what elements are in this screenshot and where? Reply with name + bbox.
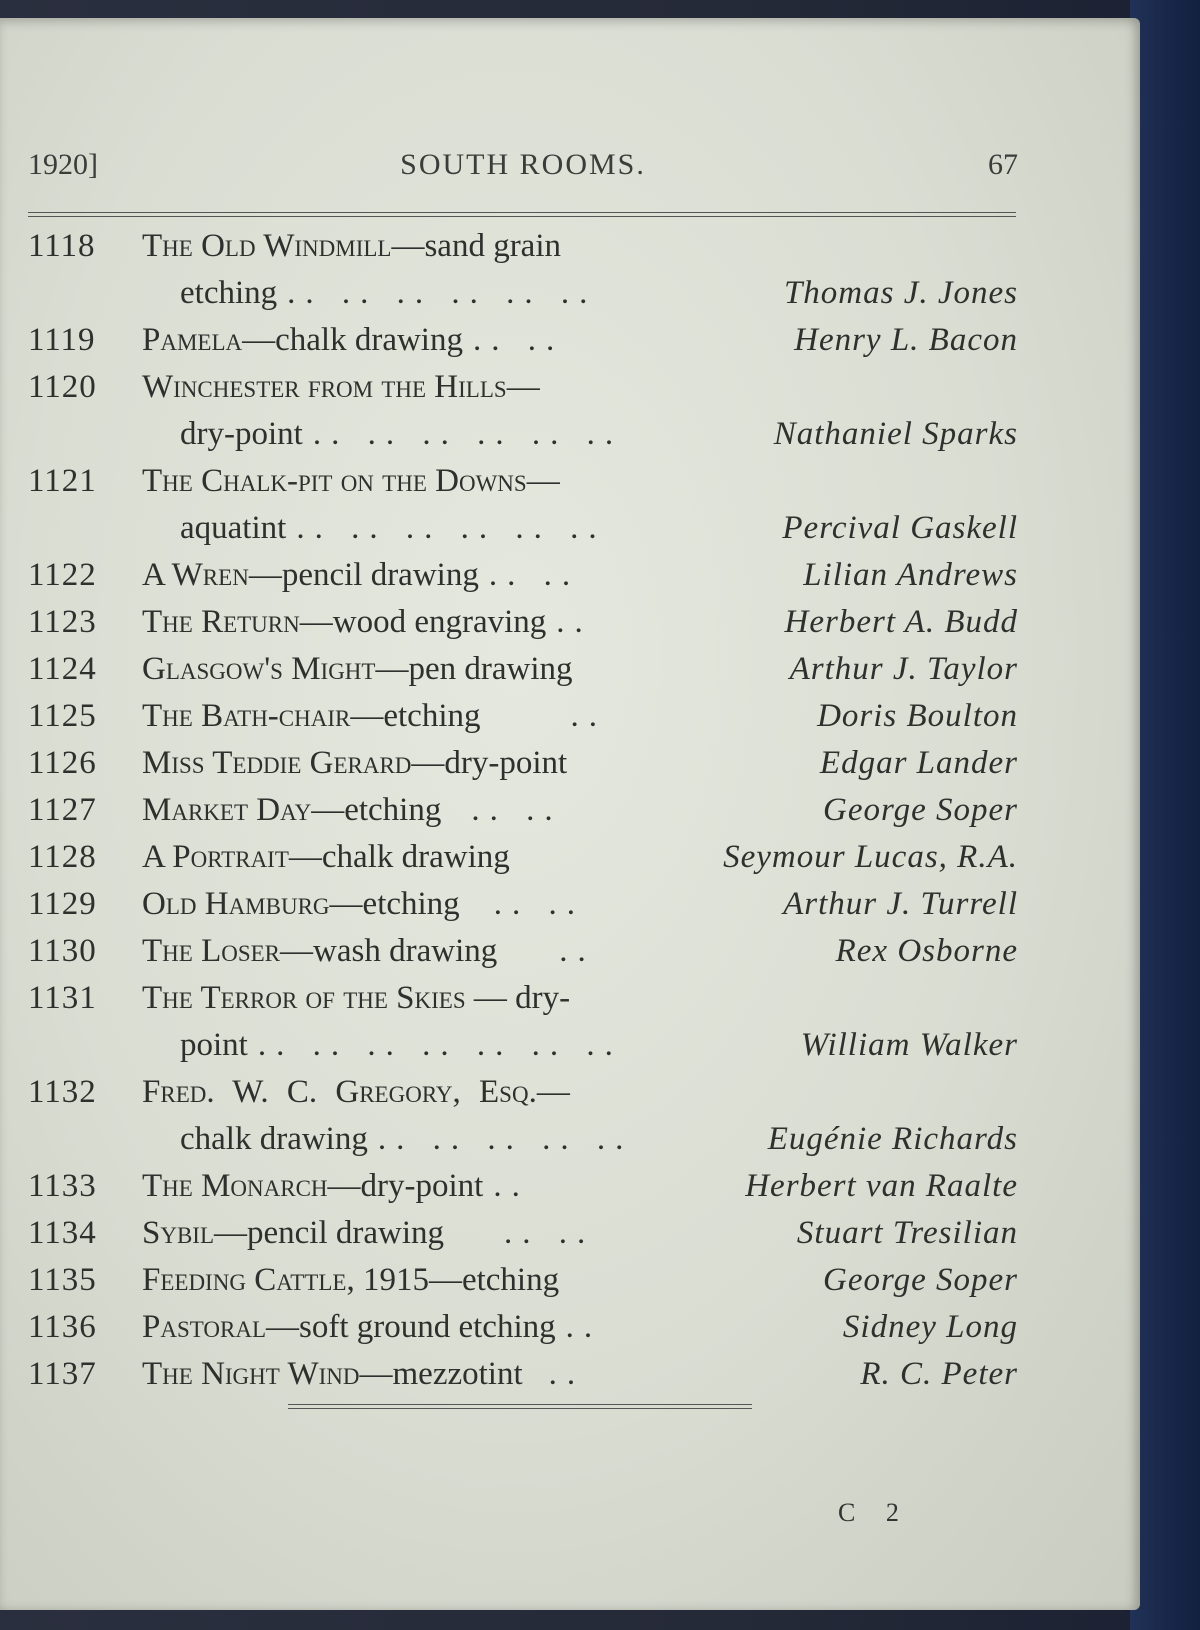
- entry-title: Old Hamburg: [142, 886, 330, 922]
- entry-medium: , 1915—etching: [346, 1262, 560, 1298]
- leader-dots: .. ..: [472, 322, 565, 358]
- entry-title-line: [142, 698, 607, 735]
- entry-number: 1121: [28, 463, 97, 499]
- entry-title: Feeding Cattle: [142, 1262, 347, 1298]
- entry-number: 1135: [28, 1262, 97, 1298]
- entry-title: Pastoral: [142, 1309, 266, 1345]
- entry-title-line: [142, 1074, 570, 1111]
- entry-medium: —pencil drawing: [214, 1215, 445, 1251]
- entry-title: The Night Wind: [142, 1356, 360, 1392]
- entry-artist: Arthur J. Turrell: [783, 886, 1018, 922]
- entry-title: The Loser: [142, 933, 281, 969]
- entry-title: The Terror of the Skies: [142, 980, 466, 1016]
- entry-title-line: [142, 651, 573, 688]
- entry-title-line: [142, 1262, 559, 1299]
- entry-number: 1134: [28, 1215, 97, 1251]
- leader-dots: ..: [548, 1356, 586, 1392]
- entry-medium: —wash drawing: [280, 933, 498, 969]
- entry-medium: —dry-point: [411, 745, 568, 781]
- header-section-title: SOUTH ROOMS.: [400, 148, 646, 181]
- book-page: [0, 18, 1140, 1610]
- entry-title: A Portrait: [142, 839, 289, 875]
- entry-number: 1123: [28, 604, 97, 640]
- catalogue-entry: [28, 745, 1018, 792]
- header-year: 1920]: [28, 148, 98, 181]
- entry-medium-cont: chalk drawing: [180, 1121, 368, 1157]
- entry-artist: Sidney Long: [842, 1309, 1018, 1345]
- leader-dots: .. .. .. .. .. ..: [287, 275, 598, 311]
- catalogue-entry: [28, 604, 1018, 651]
- entry-artist: Arthur J. Taylor: [789, 651, 1018, 687]
- entry-title: The Chalk-pit on the Downs: [142, 463, 527, 499]
- entry-continuation: [180, 510, 607, 547]
- entry-medium: —: [526, 463, 560, 499]
- catalogue-entry: [28, 322, 1018, 369]
- leader-dots: ..: [493, 1168, 530, 1204]
- entry-medium: — dry-: [465, 980, 571, 1016]
- entry-medium-cont: point: [180, 1027, 248, 1063]
- entry-title: The Return: [142, 604, 300, 640]
- entry-artist: Nathaniel Sparks: [773, 416, 1018, 452]
- book-spine: [1130, 0, 1200, 1630]
- entry-title-line: [142, 933, 596, 970]
- catalogue-entry: [28, 463, 1018, 557]
- catalogue-entry: [28, 839, 1018, 886]
- entry-title: The Bath-chair: [142, 698, 351, 734]
- entry-artist: Stuart Tresilian: [796, 1215, 1018, 1251]
- catalogue-entry: [28, 228, 1018, 322]
- catalogue-entry: [28, 1262, 1018, 1309]
- entry-continuation: [180, 1027, 623, 1064]
- entry-number: 1118: [28, 228, 96, 264]
- entry-title: Fred. W. C. Gregory, Esq.: [142, 1074, 537, 1110]
- catalogue-entry: [28, 557, 1018, 604]
- entry-artist: William Walker: [800, 1027, 1018, 1063]
- entry-medium: —etching: [350, 698, 481, 734]
- entry-title-line: [142, 604, 593, 641]
- entry-title-line: [142, 1168, 530, 1205]
- entry-title: Market Day: [142, 792, 312, 828]
- catalogue-entry: [28, 1215, 1018, 1262]
- entry-number: 1130: [28, 933, 97, 969]
- entry-title-line: [142, 322, 564, 359]
- entry-number: 1137: [28, 1356, 97, 1392]
- entry-title: Sybil: [142, 1215, 215, 1251]
- entry-number: 1125: [28, 698, 97, 734]
- entry-medium: —chalk drawing: [242, 322, 463, 358]
- entry-continuation: [180, 416, 623, 453]
- entry-title-line: [142, 792, 563, 829]
- running-header: [28, 148, 1018, 188]
- entry-medium: —pen drawing: [375, 651, 573, 687]
- entry-medium: —etching: [329, 886, 460, 922]
- entry-number: 1128: [28, 839, 97, 875]
- entry-title-line: [142, 1356, 585, 1393]
- entry-title: Pamela: [142, 322, 243, 358]
- entry-title-line: [142, 1215, 595, 1252]
- catalogue-entry: [28, 933, 1018, 980]
- entry-number: 1131: [28, 980, 97, 1016]
- entry-title: A Wren: [142, 557, 249, 593]
- catalogue-entry: [28, 369, 1018, 463]
- entry-artist: George Soper: [823, 1262, 1018, 1298]
- entry-number: 1136: [28, 1309, 97, 1345]
- entry-medium: —dry-point: [327, 1168, 484, 1204]
- entry-artist: George Soper: [823, 792, 1018, 828]
- entry-number: 1133: [28, 1168, 97, 1204]
- catalogue-list: [28, 228, 1018, 1403]
- leader-dots: .. .. .. .. .. ..: [312, 416, 624, 452]
- entry-title-line: [142, 980, 570, 1017]
- leader-dots: ..: [556, 604, 593, 640]
- leader-dots: ..: [565, 1309, 603, 1345]
- entry-title: The Old Windmill: [142, 228, 392, 264]
- entry-title-line: [142, 839, 510, 876]
- catalogue-entry: [28, 980, 1018, 1074]
- entry-title-line: [142, 1309, 602, 1346]
- page-number: 67: [988, 148, 1018, 181]
- entry-number: 1122: [28, 557, 97, 593]
- entry-title-line: [142, 369, 540, 406]
- entry-medium: —chalk drawing: [288, 839, 510, 875]
- entry-number: 1124: [28, 651, 97, 687]
- entry-artist: R. C. Peter: [860, 1356, 1018, 1392]
- entry-medium: —sand grain: [391, 228, 561, 264]
- leader-dots: .. ..: [504, 1215, 596, 1251]
- catalogue-entry: [28, 1168, 1018, 1215]
- entry-title-line: [142, 463, 560, 500]
- entry-medium: —soft ground etching: [266, 1309, 556, 1345]
- entry-artist: Doris Boulton: [817, 698, 1018, 734]
- catalogue-entry: [28, 651, 1018, 698]
- leader-dots: .. .. .. .. ..: [377, 1121, 634, 1157]
- catalogue-entry: [28, 1309, 1018, 1356]
- entry-number: 1119: [28, 322, 96, 358]
- entry-artist: Edgar Lander: [819, 745, 1018, 781]
- entry-continuation: [180, 1121, 633, 1158]
- entry-medium: —: [536, 1074, 570, 1110]
- entry-title: Glasgow's Might: [142, 651, 376, 687]
- entry-artist: Henry L. Bacon: [794, 322, 1018, 358]
- entry-artist: Percival Gaskell: [782, 510, 1018, 546]
- catalogue-entry: [28, 792, 1018, 839]
- entry-title-line: [142, 886, 585, 923]
- entry-number: 1126: [28, 745, 97, 781]
- entry-title-line: [142, 745, 567, 782]
- entry-artist: Eugénie Richards: [767, 1121, 1018, 1157]
- catalogue-entry: [28, 1074, 1018, 1168]
- entry-number: 1129: [28, 886, 97, 922]
- entry-artist: Herbert van Raalte: [745, 1168, 1018, 1204]
- entry-medium: —pencil drawing: [248, 557, 479, 593]
- leader-dots: .. .. .. .. .. .. ..: [257, 1027, 623, 1063]
- entry-number: 1132: [28, 1074, 97, 1110]
- catalogue-entry: [28, 886, 1018, 933]
- entry-artist: Lilian Andrews: [803, 557, 1018, 593]
- entry-number: 1127: [28, 792, 97, 828]
- entry-title-line: [142, 228, 561, 265]
- leader-dots: ..: [559, 933, 596, 969]
- leader-dots: .. ..: [471, 792, 563, 828]
- entry-medium: —etching: [311, 792, 442, 828]
- entry-title: Miss Teddie Gerard: [142, 745, 412, 781]
- end-rule: [288, 1404, 752, 1409]
- entry-medium-cont: dry-point: [180, 416, 303, 452]
- printer-signature: C 2: [838, 1498, 911, 1527]
- entry-medium-cont: aquatint: [180, 510, 287, 546]
- entry-medium: —: [506, 369, 540, 405]
- leader-dots: ..: [570, 698, 607, 734]
- entry-continuation: [180, 275, 597, 312]
- entry-medium: —mezzotint: [359, 1356, 523, 1392]
- entry-title: Winchester from the Hills: [142, 369, 507, 405]
- leader-dots: .. ..: [488, 557, 581, 593]
- entry-title: The Monarch: [142, 1168, 328, 1204]
- entry-artist: Seymour Lucas, R.A.: [723, 839, 1018, 875]
- leader-dots: .. ..: [493, 886, 585, 922]
- entry-number: 1120: [28, 369, 97, 405]
- entry-artist: Thomas J. Jones: [783, 275, 1018, 311]
- leader-dots: .. .. .. .. .. ..: [296, 510, 607, 546]
- entry-medium-cont: etching: [180, 275, 278, 311]
- entry-artist: Rex Osborne: [835, 933, 1018, 969]
- header-rule: [28, 212, 1016, 217]
- entry-title-line: [142, 557, 580, 594]
- entry-artist: Herbert A. Budd: [784, 604, 1018, 640]
- catalogue-entry: [28, 698, 1018, 745]
- catalogue-entry: [28, 1356, 1018, 1403]
- entry-medium: —wood engraving: [299, 604, 547, 640]
